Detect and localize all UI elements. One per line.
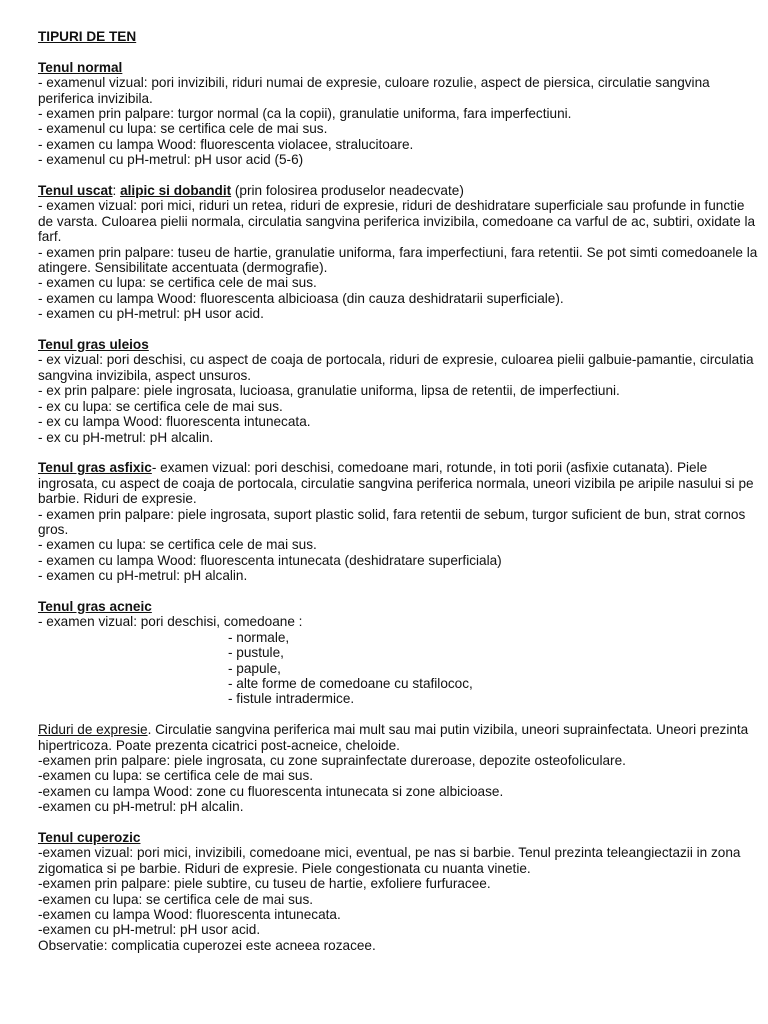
sections-container: [38, 60, 758, 953]
heading-separator: :: [112, 183, 121, 199]
text-line: - examen cu pH-metrul: pH alcalin.: [38, 568, 248, 584]
section-heading: [38, 599, 758, 614]
text-line: - examen cu lupa: se certifica cele de mai sus.: [38, 537, 317, 553]
section-heading: [38, 460, 758, 506]
text-line: -examen prin palpare: piele ingrosata, cu zone suprainfectate dureroase, depozite osteofoliculare.: [38, 753, 626, 768]
heading-subtitle: alipic si dobandit: [120, 183, 232, 199]
section-normal: [38, 60, 758, 168]
text-line: -examen cu lampa Wood: fluorescenta intunecata.: [38, 907, 341, 923]
section-riduri: [38, 722, 758, 814]
text-line: - ex prin palpare: piele ingrosata, lucioasa, granulatie uniforma, lipsa de retentii, de imperfectiuni.: [38, 383, 620, 399]
text-line: -examen cu pH-metrul: pH usor acid.: [38, 922, 261, 938]
text-line: - ex cu lupa: se certifica cele de mai sus.: [38, 398, 283, 414]
section-gras-uleios: [38, 337, 758, 445]
text-line: -examen cu lupa: se certifica cele de mai sus.: [38, 891, 314, 907]
section-gras-asfixic: [38, 460, 758, 583]
text-line: - examen prin palpare: tuseu de hartie, granulatie uniforma, fara imperfectiuni, fara retentii. Se pot simti comedoanele la atingere. Sensibilitate accentuata (dermografie).: [38, 244, 758, 276]
sub-list-item: - fistule intradermice.: [228, 691, 355, 707]
section-title: Tenul gras asfixic: [38, 460, 152, 476]
text-line: - examen cu pH-metrul: pH usor acid.: [38, 306, 264, 322]
sub-list-item: - pustule,: [228, 645, 284, 661]
text-line: - examen prin palpare: piele ingrosata, suport plastic solid, fara retentii de sebum, turgor suficient de bun, strat cornos gros.: [38, 506, 746, 537]
text-line: - ex vizual: pori deschisi, cu aspect de coaja de portocala, riduri de expresie, culoarea pielii galbuie-pamantie, circulatia sangvina invizibila, aspect unsuros.: [38, 352, 754, 383]
text-line: - examen vizual: pori mici, riduri un retea, riduri de expresie, riduri de deshidratare superficiale sau profunde in functie de varsta. Culoarea pielii normala, circulatia sangvina periferica invizibila, comedoane ca varful de ac, subtiri, oxidate la farf.: [38, 198, 756, 245]
text-line: - examenul cu pH-metrul: pH usor acid (5-6): [38, 152, 304, 168]
sub-list-item: - papule,: [228, 660, 281, 676]
section-heading: [38, 60, 758, 75]
text-line: - examenul vizual: pori invizibili, riduri numai de expresie, culoare rozulie, aspect de piersica, circulatie sangvina periferica invizibila.: [38, 75, 710, 106]
sub-list: [38, 630, 758, 707]
heading-text: - examen vizual: pori deschisi, comedoane mari, rotunde, in toti porii (asfixie cutanata). Piele ingrosata, cu aspect de coaja de portocala, circulatie sangvina periferica normala, uneori vizibila pe aripile nasului si pe barbie. Riduri de expresie.: [38, 460, 754, 507]
section-title: Tenul normal: [38, 59, 123, 75]
text-line: - examen cu lupa: se certifica cele de mai sus.: [38, 275, 317, 291]
section-title: Tenul cuperozic: [38, 830, 141, 846]
text-line: - examen cu lampa Wood: fluorescenta albicioasa (din cauza deshidratarii superficiale).: [38, 290, 564, 306]
section-cuperozic: [38, 830, 758, 953]
text-line: Observatie: complicatia cuperozei este acneea rozacee.: [38, 937, 376, 953]
section-heading: [38, 830, 758, 845]
sub-list-item: - alte forme de comedoane cu stafilococ,: [228, 675, 473, 691]
section-title: Tenul gras acneic: [38, 598, 152, 614]
text-line: - examen cu lampa Wood: fluorescenta intunecata (deshidratare superficiala): [38, 552, 502, 568]
heading-text: (prin folosirea produselor neadecvate): [231, 183, 464, 199]
section-title: Tenul uscat: [38, 183, 113, 199]
text-line: -examen vizual: pori mici, invizibili, comedoane mici, eventual, pe nas si barbie. Tenul prezinta teleangiectazii in zona zigomatica si pe barbie. Riduri de expresie. Piele congestionata cu nuanta vinetie.: [38, 845, 741, 876]
text-line: -examen prin palpare: piele subtire, cu tuseu de hartie, exfoliere furfuracee.: [38, 876, 491, 892]
sub-list-item: - normale,: [228, 629, 290, 645]
section-heading: [38, 337, 758, 352]
section-uscat: [38, 183, 758, 322]
section-gras-acneic: [38, 599, 758, 707]
text-line: - examenul cu lupa: se certifica cele de mai sus.: [38, 121, 328, 137]
text-line: -examen cu lampa Wood: zone cu fluorescenta intunecata si zone albicioase.: [38, 783, 504, 799]
text-line: - ex cu lampa Wood: fluorescenta intunecata.: [38, 414, 311, 430]
section-title: Riduri de expresie: [38, 722, 148, 738]
text-line: - examen prin palpare: turgor normal (ca la copii), granulatie uniforma, fara imperfectiuni.: [38, 106, 572, 122]
heading-text: . Circulatie sangvina periferica mai mult sau mai putin vizibila, uneori suprainfectata. Uneori prezinta hipertricoza. Poate prezenta cicatrici post-acneice, cheloide.: [38, 722, 749, 753]
document-title: TIPURI DE TEN: [38, 29, 137, 44]
section-title: Tenul gras uleios: [38, 337, 149, 353]
section-heading: [38, 183, 758, 198]
text-line: - ex cu pH-metrul: pH alcalin.: [38, 429, 214, 445]
section-heading: [38, 722, 758, 753]
text-line: - examen vizual: pori deschisi, comedoane :: [38, 614, 303, 630]
text-line: -examen cu pH-metrul: pH alcalin.: [38, 799, 244, 815]
document-page: [38, 29, 758, 953]
text-line: -examen cu lupa: se certifica cele de mai sus.: [38, 768, 314, 784]
text-line: - examen cu lampa Wood: fluorescenta violacee, stralucitoare.: [38, 136, 414, 152]
